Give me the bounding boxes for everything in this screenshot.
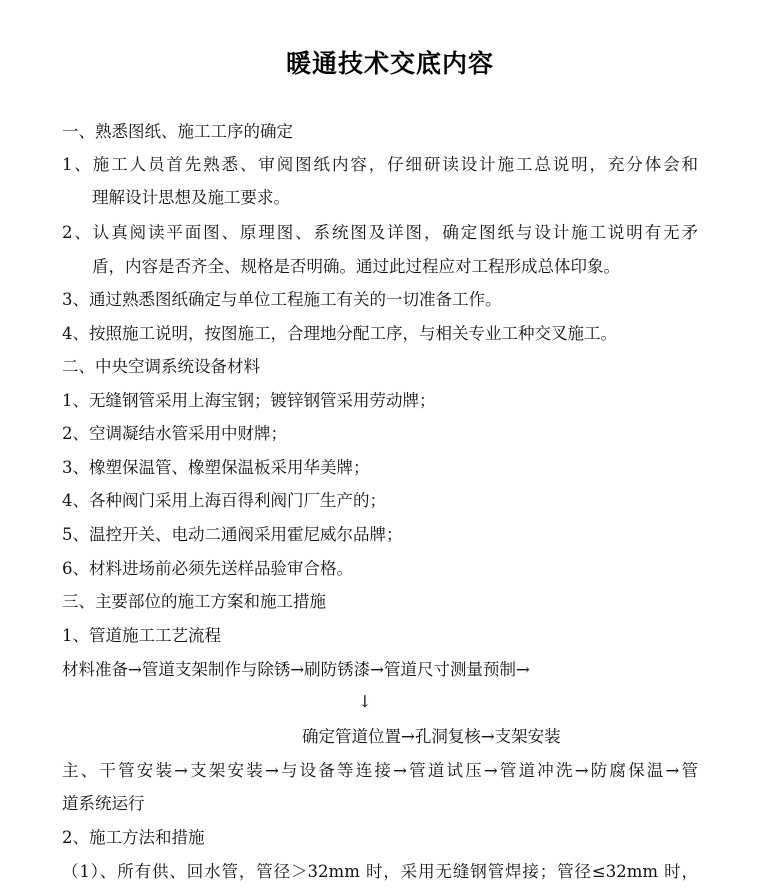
paragraph-line: 3、通过熟悉图纸确定与单位工程施工有关的一切准备工作。 [62, 290, 502, 309]
flow-step-line: 材料准备→管道支架制作与除锈→刷防锈漆→管道尺寸测量预制→ [62, 660, 530, 679]
flow-step-line: 主、干管安装→支架安装→与设备等连接→管道试压→管道冲洗→防腐保温→管 [62, 761, 698, 780]
paragraph-line: 1、无缝钢管采用上海宝钢；镀锌钢管采用劳动牌； [62, 391, 436, 410]
paragraph-line: 3、橡塑保温管、橡塑保温板采用华美牌； [62, 458, 370, 477]
paragraph-line: 4、按照施工说明，按图施工，合理地分配工序，与相关专业工种交叉施工。 [62, 324, 617, 343]
flow-step-line: 确定管道位置→孔洞复核→支架安装 [302, 727, 561, 746]
paragraph-line: 6、材料进场前必须先送样品验审合格。 [62, 559, 353, 578]
paragraph-line: 1、施工人员首先熟悉、审阅图纸内容，仔细研读设计施工总说明，充分体会和 [62, 155, 698, 174]
paragraph-line: 4、各种阀门采用上海百得利阀门厂生产的； [62, 491, 386, 510]
paragraph-line: 盾，内容是否齐全、规格是否明确。通过此过程应对工程形成总体印象。 [92, 257, 620, 276]
paragraph-line: 2、空调凝结水管采用中财牌； [62, 424, 287, 443]
paragraph-line: 1、管道施工工艺流程 [62, 626, 221, 645]
flow-down-arrow: ↓ [358, 692, 372, 711]
paragraph-line: 5、温控开关、电动二通阀采用霍尼威尔品牌； [62, 525, 403, 544]
paragraph-line: 2、认真阅读平面图、原理图、系统图及详图，确定图纸与设计施工说明有无矛 [62, 223, 698, 242]
paragraph-line: 理解设计思想及施工要求。 [92, 188, 290, 207]
section-heading-1: 一、熟悉图纸、施工工序的确定 [62, 122, 293, 141]
paragraph-line: （1）、所有供、回水管，管径＞32mm 时，采用无缝钢管焊接；管径≤32mm 时， [62, 862, 698, 881]
section-heading-2: 二、中央空调系统设备材料 [62, 357, 260, 376]
paragraph-line: 2、施工方法和措施 [62, 828, 205, 847]
flow-step-line: 道系统运行 [62, 794, 145, 813]
document-title: 暖通技术交底内容 [285, 49, 494, 78]
section-heading-3: 三、主要部位的施工方案和施工措施 [62, 592, 326, 611]
